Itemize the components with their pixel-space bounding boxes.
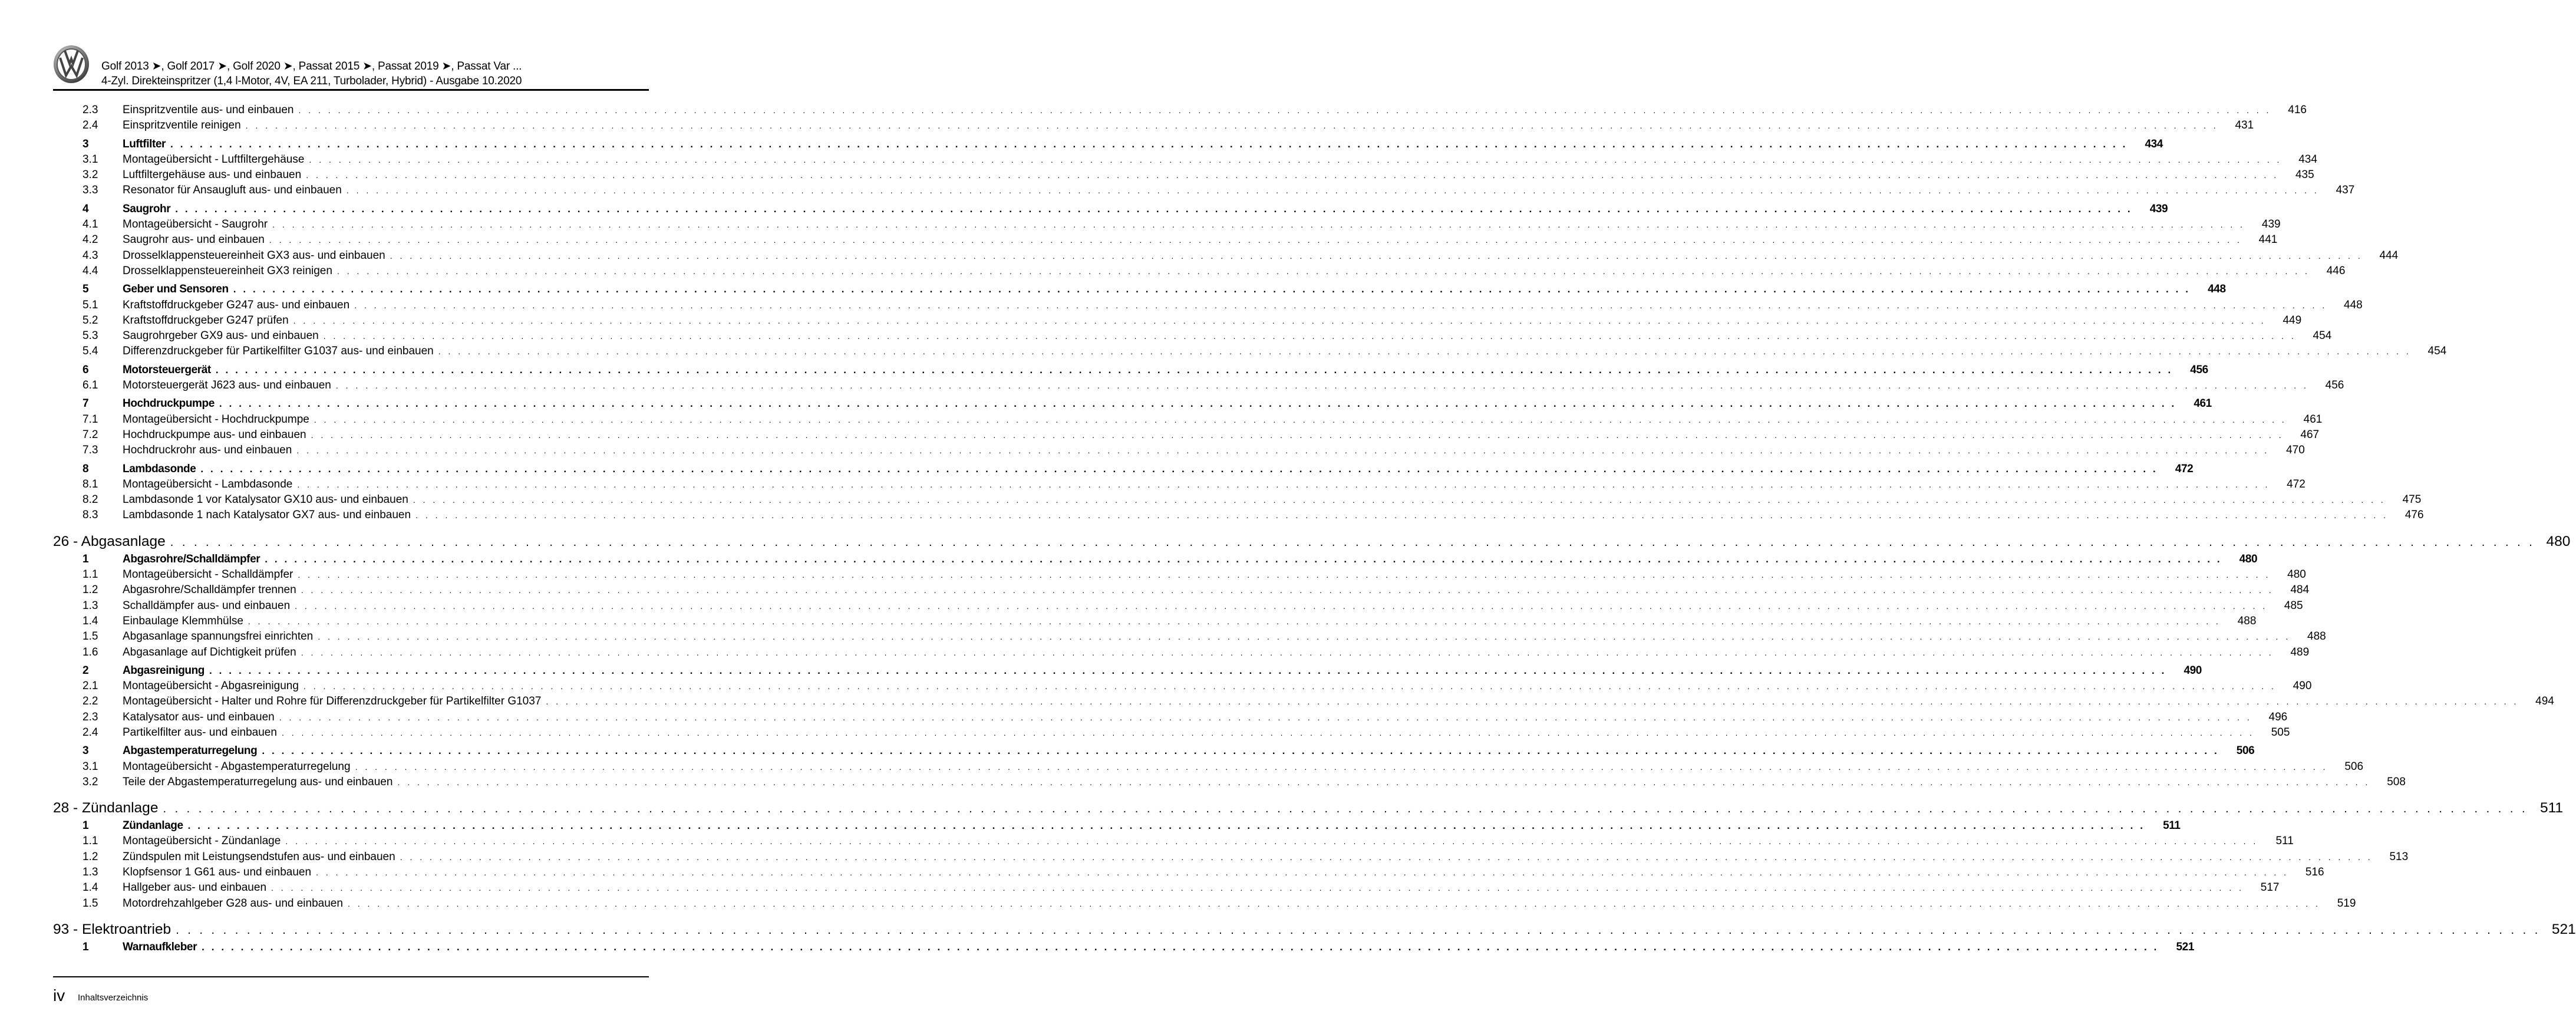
leader-dots: . . . . . . . . . . . . . . . . . . . . . . . . . . . . . . . . . . . . . . . . . . . . . . . . . . . . . . . . . . . . . . . . . . . . . . . . . . . . . . . . . . . . . . . . . . . . . . . . . . . . . . . . . . . . . . . . . . . . . . . . . . . . . . . . . . . . . . . . . . . . . . . . . . . . . . . . . . . . . . . . . . . . . . . . . . . . . . . . . . . . . . . . . . . . . . . . . . . . . . . . [279,712,2252,722]
entry-page: 516 [2305,866,2324,879]
entry-number: 4.4 [83,264,98,277]
toc-entry-sub[interactable] [53,477,2305,492]
entry-page: 476 [2405,509,2424,522]
entry-number: 1.4 [83,881,98,894]
toc-entry-sub[interactable] [53,849,2409,865]
leader-dots: . . . . . . . . . . . . . . . . . . . . . . . . . . . . . . . . . . . . . . . . . . . . . . . . . . . . . . . . . . . . . . . . . . . . . . . . . . . . . . . . . . . . . . . . . . . . . . . . . . . . . . . . . . . . . . . . . . . . . . . . . . . . . . . . . . . . . . . . . . . . . . . . . . . . . . . . . . . . . . . . . . . . . . . . . . . . . . . . . . . . . . . . . . . . . . . . . . . . . . . . [311,430,2284,440]
leader-dots: . . . . . . . . . . . . . . . . . . . . . . . . . . . . . . . . . . . . . . . . . . . . . . . . . . . . . . . . . . . . . . . . . . . . . . . . . . . . . . . . . . . . . . . . . . . . . . . . . . . . . . . . . . . . . . . . . . . . . . . . . . . . . . . . . . . . . . . . . . . . . . . . . . . . . . . . . . . . . . . . . . . . . . . . . . . . . . . . . . . . . . . . . . . . . . . . . . . . . . . . [269,235,2242,245]
entry-page: 511 [2163,819,2181,832]
entry-title: Montageübersicht - Zündanlage [123,835,281,848]
entry-number: 3 [83,137,89,150]
toc-entry-sub[interactable] [53,232,2278,248]
leader-dots: . . . . . . . . . . . . . . . . . . . . . . . . . . . . . . . . . . . . . . . . . . . . . . . . . . . . . . . . . . . . . . . . . . . . . . . . . . . . . . . . . . . . . . . . . . . . . . . . . . . . . . . . . . . . . . . . . . . . . . . . . . . . . . . . . . . . . . . . . . . . . . . . . . . . . . . . . . . . . . . . . . . . . . . . . . . . . . . . . . . . . . . . . . . . . . . . . . . . . . . . [295,601,2268,611]
toc-entry-sub[interactable] [53,183,2355,198]
entry-title: Abgastemperaturregelung [123,745,258,758]
entry-title: Abgasreinigung [123,664,205,677]
leader-dots: . . . . . . . . . . . . . . . . . . . . . . . . . . . . . . . . . . . . . . . . . . . . . . . . . . . . . . . . . . . . . . . . . . . . . . . . . . . . . . . . . . . . . . . . . . . . . . . . . . . . . . . . . . . . . . . . . . . . . . . . . . . . . . . . . . . . . . . . . . . . . . . . . . . . . . . . . . . . . . . . . . . . . . . . . . . . . . . . . . . . . . . . . . . . . . . . . . . . . . . . [354,300,2327,310]
entry-title: Kraftstoffdruckgeber G247 aus- und einbauen [123,298,350,311]
toc-entry-section[interactable] [53,940,2195,955]
toc-entry-sub[interactable] [53,710,2288,725]
entry-title: Luftfilter [123,137,166,150]
toc-entry-section[interactable] [53,663,2202,679]
leader-dots: . . . . . . . . . . . . . . . . . . . . . . . . . . . . . . . . . . . . . . . . . . . . . . . . . . . . . . . . . . . . . . . . . . . . . . . . . . . . . . . . . . . . . . . . . . . . . . . . . . . . . . . . . . . . . . . . . . . . . . . . . . . . . . . . . . . . . . . . . . . . . . . . . . . . . . . . . . . . . . . . . . . . . . . . . . . . . . . . . . . . . . . . . . . . . . . . . . . . . . . . [245,121,2219,131]
toc-entry-sub[interactable] [53,679,2312,694]
toc-entry-sub[interactable] [53,313,2302,328]
entry-number: 1.5 [83,897,98,910]
entry-title: Abgasrohre/Schalldämpfer trennen [123,584,296,597]
entry-title: Motordrehzahlgeber G28 aus- und einbauen [123,897,343,910]
entry-title: Klopfsensor 1 G61 aus- und einbauen [123,866,312,879]
toc-entry-section[interactable] [53,363,2208,378]
entry-page: 448 [2343,298,2363,311]
toc-entry-chapter[interactable] [53,920,2576,940]
entry-page: 475 [2402,493,2422,506]
entry-page: 496 [2268,710,2288,723]
toc-entry-sub[interactable] [53,725,2290,740]
entry-page: 521 [2551,921,2576,937]
toc-entry-section[interactable] [53,396,2212,411]
leader-dots: . . . . . . . . . . . . . . . . . . . . . . . . . . . . . . . . . . . . . . . . . . . . . . . . . . . . . . . . . . . . . . . . . . . . . . . . . . . . . . . . . . . . . . . . . . . . . . . . . . . . . . . . . . . . . . . . . . . . . . . . . . . . . . . . . . . . . . . . . . . . . . . . . . . . . . . . . . . . . . . . . . . . . . . . . . . . . . . . . . . . . . . . . . . . . . . . . . . . . . . . [303,681,2277,691]
entry-page: 444 [2379,249,2399,262]
entry-number: 3.2 [83,775,98,788]
toc-entry-sub[interactable] [53,865,2324,880]
entry-title: Schalldämpfer aus- und einbauen [123,599,291,612]
entry-title: Abgasanlage spannungsfrei einrichten [123,630,314,643]
leader-dots: . . . . . . . . . . . . . . . . . . . . . . . . . . . . . . . . . . . . . . . . . . . . . . . . . . . . . . . . . . . . . . . . . . . . . . . . . . . . . . . . . . . . . . . . . . . . . . . . . . . . . . . . . . . . . . . . . . . . . . . . . . . . . . . . . . . . . . . . . . . . . . . . . . . . . . . . . . . . . . . . . . . . . . . . . . . . . . . . . . . . . . . . . . . . . . . . . . . . . . . . [318,632,2291,642]
leader-dots: . . . . . . . . . . . . . . . . . . . . . . . . . . . . . . . . . . . . . . . . . . . . . . . . . . . . . . . . . . . . . . . . . . . . . . . . . . . . . . . . . . . . . . . . . . . . . . . . . . . . . . . . . . . . . . . . . . . . . . . . . . . . . . . . . . . . . . . . . . . . . . . . . . . . . . . . . . . . . . . . . . . . . . . . . . . . . . . . . . . . . . . . . . . . . . . . . . . . . . . . [163,802,2528,816]
toc-entry-sub[interactable] [53,645,2310,660]
toc-entry-sub[interactable] [53,118,2254,133]
entry-number: 1.1 [83,568,98,581]
entry-title: Einspritzventile aus- und einbauen [123,104,294,116]
entry-title: Motorsteuergerät J623 aus- und einbauen [123,379,331,392]
entry-page: 472 [2287,478,2305,490]
entry-number: 1 [83,819,89,832]
entry-page: 506 [2236,745,2255,758]
entry-title: Motorsteuergerät [123,363,211,376]
entry-number: 2.4 [83,119,98,132]
leader-dots: . . . . . . . . . . . . . . . . . . . . . . . . . . . . . . . . . . . . . . . . . . . . . . . . . . . . . . . . . . . . . . . . . . . . . . . . . . . . . . . . . . . . . . . . . . . . . . . . . . . . . . . . . . . . . . . . . . . . . . . . . . . . . . . . . . . . . . . . . . . . . . . . . . . . . . . . . . . . . . . . . . . . . . . . . . . . . . . . . . . . . . . . . . . . . . . . . . . . . . . . [215,364,2173,376]
entry-title: Hochdruckpumpe [123,397,215,410]
entry-number: 6.1 [83,379,98,392]
leader-dots: . . . . . . . . . . . . . . . . . . . . . . . . . . . . . . . . . . . . . . . . . . . . . . . . . . . . . . . . . . . . . . . . . . . . . . . . . . . . . . . . . . . . . . . . . . . . . . . . . . . . . . . . . . . . . . . . . . . . . . . . . . . . . . . . . . . . . . . . . . . . . . . . . . . . . . . . . . . . . . . . . . . . . . . . . . . . . . . . . . . . . . . . . . . . . . . . . . . . . . . . [306,170,2279,180]
toc-entry-sub[interactable] [53,567,2306,582]
entry-page: 441 [2258,233,2278,246]
entry-number: 1.6 [83,646,98,658]
header-models: Golf 2013 ➤, Golf 2017 ➤, Golf 2020 ➤, Passat 2015 ➤, Passat 2019 ➤, Passat Var ... [101,60,522,73]
entry-number: 1 [83,552,89,565]
entry-page: 472 [2175,462,2194,475]
entry-page: 480 [2287,568,2306,581]
entry-number: 1.2 [83,850,98,863]
entry-number: 4.2 [83,233,98,246]
toc-entry-section[interactable] [53,282,2226,297]
entry-page: 434 [2298,153,2317,166]
leader-dots: . . . . . . . . . . . . . . . . . . . . . . . . . . . . . . . . . . . . . . . . . . . . . . . . . . . . . . . . . . . . . . . . . . . . . . . . . . . . . . . . . . . . . . . . . . . . . . . . . . . . . . . . . . . . . . . . . . . . . . . . . . . . . . . . . . . . . . . . . . . . . . . . . . . . . . . . . . . . . . . . . . . . . . . . . . . . . . . . . . . . . . . . . . . . . . . . . . . . . . . . [309,154,2282,164]
leader-dots: . . . . . . . . . . . . . . . . . . . . . . . . . . . . . . . . . . . . . . . . . . . . . . . . . . . . . . . . . . . . . . . . . . . . . . . . . . . . . . . . . . . . . . . . . . . . . . . . . . . . . . . . . . . . . . . . . . . . . . . . . . . . . . . . . . . . . . . . . . . . . . . . . . . . . . . . . . . . . . . . . . . . . . . . . . . . . . . . . . . . . . . . . . . . . . . . . . . . . . . . [281,727,2255,737]
entry-title: Montageübersicht - Saugrohr [123,218,268,231]
toc-entry-sub[interactable] [53,427,2320,443]
toc-entry-sub[interactable] [53,759,2364,775]
entry-page: 480 [2239,552,2258,565]
entry-page: 435 [2295,169,2314,182]
entry-title: Montageübersicht - Halter und Rohre für Differenzdruckgeber für Partikelfilter G1037 [123,695,542,708]
entry-title: Differenzdruckgeber für Partikelfilter G1037 aus- und einbauen [123,345,434,358]
entry-title: 28 - Zündanlage [53,800,159,816]
entry-page: 511 [2540,800,2564,816]
toc-entry-sub[interactable] [53,775,2406,790]
toc-entry-sub[interactable] [53,152,2317,167]
toc-entry-section[interactable] [53,202,2168,217]
leader-dots: . . . . . . . . . . . . . . . . . . . . . . . . . . . . . . . . . . . . . . . . . . . . . . . . . . . . . . . . . . . . . . . . . . . . . . . . . . . . . . . . . . . . . . . . . . . . . . . . . . . . . . . . . . . . . . . . . . . . . . . . . . . . . . . . . . . . . . . . . . . . . . . . . . . . . . . . . . . . . . . . . . . . . . . . . . . . . . . . . . . . . . . . . . . . . . . . . . . . . . . . [415,511,2389,521]
leader-dots: . . . . . . . . . . . . . . . . . . . . . . . . . . . . . . . . . . . . . . . . . . . . . . . . . . . . . . . . . . . . . . . . . . . . . . . . . . . . . . . . . . . . . . . . . . . . . . . . . . . . . . . . . . . . . . . . . . . . . . . . . . . . . . . . . . . . . . . . . . . . . . . . . . . . . . . . . . . . . . . . . . . . . . . . . . . . . . . . . . . . . . . . . . . . . . . . . . . . . . . . [301,647,2274,657]
entry-number: 3.1 [83,760,98,773]
toc-entry-section[interactable] [53,552,2258,567]
entry-page: 513 [2389,850,2409,863]
entry-page: 470 [2286,444,2305,457]
entry-number: 2.3 [83,710,98,723]
entry-page: 439 [2261,218,2281,231]
entry-title: Saugrohr aus- und einbauen [123,233,265,246]
leader-dots: . . . . . . . . . . . . . . . . . . . . . . . . . . . . . . . . . . . . . . . . . . . . . . . . . . . . . . . . . . . . . . . . . . . . . . . . . . . . . . . . . . . . . . . . . . . . . . . . . . . . . . . . . . . . . . . . . . . . . . . . . . . . . . . . . . . . . . . . . . . . . . . . . . . . . . . . . . . . . . . . . . . . . . . . . . . . . . . . . . . . . . . . . . . . . . . . . . . . . . . . [316,868,2289,878]
leader-dots: . . . . . . . . . . . . . . . . . . . . . . . . . . . . . . . . . . . . . . . . . . . . . . . . . . . . . . . . . . . . . . . . . . . . . . . . . . . . . . . . . . . . . . . . . . . . . . . . . . . . . . . . . . . . . . . . . . . . . . . . . . . . . . . . . . . . . . . . . . . . . . . . . . . . . . . . . . . . . . . . . . . . . . . . . . . . . . . . . . . . . . . . . . . . . . . . . . . . . . . . [413,495,2386,505]
entry-title: Hochdruckrohr aus- und einbauen [123,444,292,457]
leader-dots: . . . . . . . . . . . . . . . . . . . . . . . . . . . . . . . . . . . . . . . . . . . . . . . . . . . . . . . . . . . . . . . . . . . . . . . . . . . . . . . . . . . . . . . . . . . . . . . . . . . . . . . . . . . . . . . . . . . . . . . . . . . . . . . . . . . . . . . . . . . . . . . . . . . . . . . . . . . . . . . . . . . . . . . . . . . . . . . . . . . . . . . . . . . . . . . . . . . . . . . . [233,284,2191,295]
entry-title: Zündspulen mit Leistungsendstufen aus- und einbauen [123,850,395,863]
entry-title: 93 - Elektroantrieb [53,921,171,937]
entry-number: 1.5 [83,630,98,643]
leader-dots: . . . . . . . . . . . . . . . . . . . . . . . . . . . . . . . . . . . . . . . . . . . . . . . . . . . . . . . . . . . . . . . . . . . . . . . . . . . . . . . . . . . . . . . . . . . . . . . . . . . . . . . . . . . . . . . . . . . . . . . . . . . . . . . . . . . . . . . . . . . . . . . . . . . . . . . . . . . . . . . . . . . . . . . . . . . . . . . . . . . . . . . . . . . . . . . . . . . . . . . . [293,315,2267,325]
toc-entry-chapter[interactable] [53,532,2571,552]
footer-label: Inhaltsverzeichnis [78,993,149,1003]
entry-page: 488 [2307,630,2326,643]
entry-page: 461 [2194,397,2212,410]
entry-number: 5 [83,283,89,296]
table-of-contents [53,103,2576,955]
toc-entry-sub[interactable] [53,217,2281,232]
header-rule [53,89,649,91]
toc-entry-section[interactable] [53,462,2194,477]
entry-number: 8 [83,462,89,475]
toc-entry-sub[interactable] [53,298,2363,313]
entry-title: Resonator für Ansaugluft aus- und einbauen [123,184,342,197]
entry-title: 26 - Abgasanlage [53,533,166,549]
entry-page: 508 [2387,775,2406,788]
entry-title: Katalysator aus- und einbauen [123,710,275,723]
toc-entry-section[interactable] [53,137,2163,152]
entry-page: 519 [2337,897,2356,910]
toc-entry-sub[interactable] [53,896,2356,911]
leader-dots: . . . . . . . . . . . . . . . . . . . . . . . . . . . . . . . . . . . . . . . . . . . . . . . . . . . . . . . . . . . . . . . . . . . . . . . . . . . . . . . . . . . . . . . . . . . . . . . . . . . . . . . . . . . . . . . . . . . . . . . . . . . . . . . . . . . . . . . . . . . . . . . . . . . . . . . . . . . . . . . . . . . . . . . . . . . . . . . . . . . . . . . . . . . . . . . . . . . . . . . . [262,745,2219,757]
entry-title: Saugrohr [123,202,171,215]
entry-number: 2.4 [83,726,98,739]
entry-page: 454 [2313,330,2332,343]
entry-number: 1.1 [83,835,98,848]
leader-dots: . . . . . . . . . . . . . . . . . . . . . . . . . . . . . . . . . . . . . . . . . . . . . . . . . . . . . . . . . . . . . . . . . . . . . . . . . . . . . . . . . . . . . . . . . . . . . . . . . . . . . . . . . . . . . . . . . . . . . . . . . . . . . . . . . . . . . . . . . . . . . . . . . . . . . . . . . . . . . . . . . . . . . . . . . . . . . . . . . . . . . . . . . . . . . . . . . . . . . . . . [298,570,2271,580]
leader-dots: . . . . . . . . . . . . . . . . . . . . . . . . . . . . . . . . . . . . . . . . . . . . . . . . . . . . . . . . . . . . . . . . . . . . . . . . . . . . . . . . . . . . . . . . . . . . . . . . . . . . . . . . . . . . . . . . . . . . . . . . . . . . . . . . . . . . . . . . . . . . . . . . . . . . . . . . . . . . . . . . . . . . . . . . . . . . . . . . . . . . . . . . . . . . . . . . . . . . . . . . [272,220,2245,230]
toc-entry-sub[interactable] [53,443,2305,458]
toc-entry-sub[interactable] [53,694,2554,709]
leader-dots: . . . . . . . . . . . . . . . . . . . . . . . . . . . . . . . . . . . . . . . . . . . . . . . . . . . . . . . . . . . . . . . . . . . . . . . . . . . . . . . . . . . . . . . . . . . . . . . . . . . . . . . . . . . . . . . . . . . . . . . . . . . . . . . . . . . . . . . . . . . . . . . . . . . . . . . . . . . . . . . . . . . . . . . . . . . . . . . . . . . . . . . . . . . . . . . . . . . . . . . . [202,941,2159,953]
toc-entry-sub[interactable] [53,167,2314,183]
entry-title: Geber und Sensoren [123,283,229,296]
entry-title: Saugrohrgeber GX9 aus- und einbauen [123,330,319,343]
leader-dots: . . . . . . . . . . . . . . . . . . . . . . . . . . . . . . . . . . . . . . . . . . . . . . . . . . . . . . . . . . . . . . . . . . . . . . . . . . . . . . . . . . . . . . . . . . . . . . . . . . . . . . . . . . . . . . . . . . . . . . . . . . . . . . . . . . . . . . . . . . . . . . . . . . . . . . . . . . . . . . . . . . . . . . . . . . . . . . . . . . . . . . . . . . . . . . . . . . . . . . . . [219,398,2176,410]
entry-number: 5.3 [83,330,98,343]
toc-entry-section[interactable] [53,818,2181,834]
entry-number: 3 [83,745,89,758]
leader-dots: . . . . . . . . . . . . . . . . . . . . . . . . . . . . . . . . . . . . . . . . . . . . . . . . . . . . . . . . . . . . . . . . . . . . . . . . . . . . . . . . . . . . . . . . . . . . . . . . . . . . . . . . . . . . . . . . . . . . . . . . . . . . . . . . . . . . . . . . . . . . . . . . . . . . . . . . . . . . . . . . . . . . . . . . . . . . . . . . . . . . . . . . . . . . . . . . . . . . . . . . [397,777,2370,787]
leader-dots: . . . . . . . . . . . . . . . . . . . . . . . . . . . . . . . . . . . . . . . . . . . . . . . . . . . . . . . . . . . . . . . . . . . . . . . . . . . . . . . . . . . . . . . . . . . . . . . . . . . . . . . . . . . . . . . . . . . . . . . . . . . . . . . . . . . . . . . . . . . . . . . . . . . . . . . . . . . . . . . . . . . . . . . . . . . . . . . . . . . . . . . . . . . . . . . . . . . . . . . . [337,266,2310,276]
entry-page: 448 [2208,283,2226,296]
toc-entry-section[interactable] [53,743,2255,759]
toc-entry-sub[interactable] [53,103,2307,118]
entry-number: 4.1 [83,218,98,231]
toc-entry-sub[interactable] [53,834,2294,849]
leader-dots: . . . . . . . . . . . . . . . . . . . . . . . . . . . . . . . . . . . . . . . . . . . . . . . . . . . . . . . . . . . . . . . . . . . . . . . . . . . . . . . . . . . . . . . . . . . . . . . . . . . . . . . . . . . . . . . . . . . . . . . . . . . . . . . . . . . . . . . . . . . . . . . . . . . . . . . . . . . . . . . . . . . . . . . . . . . . . . . . . . . . . . . . . . . . . . . . . . . . . . . . [346,186,2320,196]
entry-number: 2.3 [83,104,98,116]
entry-title: Partikelfilter aus- und einbauen [123,726,277,739]
entry-title: Abgasanlage auf Dichtigkeit prüfen [123,646,296,658]
entry-title: Hallgeber aus- und einbauen [123,881,267,894]
entry-title: Kraftstoffdruckgeber G247 prüfen [123,314,289,327]
entry-page: 456 [2190,363,2208,376]
entry-title: Drosselklappensteuereinheit GX3 aus- und einbauen [123,249,385,262]
entry-page: 505 [2271,726,2290,739]
entry-page: 434 [2145,137,2163,150]
toc-entry-sub[interactable] [53,629,2326,644]
entry-page: 517 [2260,881,2280,894]
entry-title: Warnaufkleber [123,940,197,953]
leader-dots: . . . . . . . . . . . . . . . . . . . . . . . . . . . . . . . . . . . . . . . . . . . . . . . . . . . . . . . . . . . . . . . . . . . . . . . . . . . . . . . . . . . . . . . . . . . . . . . . . . . . . . . . . . . . . . . . . . . . . . . . . . . . . . . . . . . . . . . . . . . . . . . . . . . . . . . . . . . . . . . . . . . . . . . . . . . . . . . . . . . . . . . . . . . . . . . . . . . . . . . . [298,106,2271,115]
entry-title: Montageübersicht - Abgastemperaturregelung [123,760,351,773]
leader-dots: . . . . . . . . . . . . . . . . . . . . . . . . . . . . . . . . . . . . . . . . . . . . . . . . . . . . . . . . . . . . . . . . . . . . . . . . . . . . . . . . . . . . . . . . . . . . . . . . . . . . . . . . . . . . . . . . . . . . . . . . . . . . . . . . . . . . . . . . . . . . . . . . . . . . . . . . . . . . . . . . . . . . . . . . . . . . . . . . . . . . . . . . . . . . . . . . . . . . . . . . [347,898,2321,908]
entry-title: Zündanlage [123,819,183,832]
entry-number: 4.3 [83,249,98,262]
entry-page: 449 [2283,314,2302,327]
entry-page: 456 [2325,379,2344,392]
entry-number: 1 [83,940,89,953]
leader-dots: . . . . . . . . . . . . . . . . . . . . . . . . . . . . . . . . . . . . . . . . . . . . . . . . . . . . . . . . . . . . . . . . . . . . . . . . . . . . . . . . . . . . . . . . . . . . . . . . . . . . . . . . . . . . . . . . . . . . . . . . . . . . . . . . . . . . . . . . . . . . . . . . . . . . . . . . . . . . . . . . . . . . . . . . . . . . . . . . . . . . . . . . . . . . . . . . . . . . . . . . [546,697,2519,707]
leader-dots: . . . . . . . . . . . . . . . . . . . . . . . . . . . . . . . . . . . . . . . . . . . . . . . . . . . . . . . . . . . . . . . . . . . . . . . . . . . . . . . . . . . . . . . . . . . . . . . . . . . . . . . . . . . . . . . . . . . . . . . . . . . . . . . . . . . . . . . . . . . . . . . . . . . . . . . . . . . . . . . . . . . . . . . . . . . . . . . . . . . . . . . . . . . . . . . . . . . . . . . . [297,479,2270,489]
leader-dots: . . . . . . . . . . . . . . . . . . . . . . . . . . . . . . . . . . . . . . . . . . . . . . . . . . . . . . . . . . . . . . . . . . . . . . . . . . . . . . . . . . . . . . . . . . . . . . . . . . . . . . . . . . . . . . . . . . . . . . . . . . . . . . . . . . . . . . . . . . . . . . . . . . . . . . . . . . . . . . . . . . . . . . . . . . . . . . . . . . . . . . . . . . . . . . . . . . . . . . . . [176,923,2541,937]
entry-number: 5.4 [83,345,98,358]
toc-entry-sub[interactable] [53,880,2280,895]
leader-dots: . . . . . . . . . . . . . . . . . . . . . . . . . . . . . . . . . . . . . . . . . . . . . . . . . . . . . . . . . . . . . . . . . . . . . . . . . . . . . . . . . . . . . . . . . . . . . . . . . . . . . . . . . . . . . . . . . . . . . . . . . . . . . . . . . . . . . . . . . . . . . . . . . . . . . . . . . . . . . . . . . . . . . . . . . . . . . . . . . . . . . . . . . . . . . . . . . . . . . . . . [175,203,2133,215]
entry-title: Lambdasonde 1 vor Katalysator GX10 aus- und einbauen [123,493,408,506]
leader-dots: . . . . . . . . . . . . . . . . . . . . . . . . . . . . . . . . . . . . . . . . . . . . . . . . . . . . . . . . . . . . . . . . . . . . . . . . . . . . . . . . . . . . . . . . . . . . . . . . . . . . . . . . . . . . . . . . . . . . . . . . . . . . . . . . . . . . . . . . . . . . . . . . . . . . . . . . . . . . . . . . . . . . . . . . . . . . . . . . . . . . . . . . . . . . . . . . . . . . . . . . [400,852,2373,862]
leader-dots: . . . . . . . . . . . . . . . . . . . . . . . . . . . . . . . . . . . . . . . . . . . . . . . . . . . . . . . . . . . . . . . . . . . . . . . . . . . . . . . . . . . . . . . . . . . . . . . . . . . . . . . . . . . . . . . . . . . . . . . . . . . . . . . . . . . . . . . . . . . . . . . . . . . . . . . . . . . . . . . . . . . . . . . . . . . . . . . . . . . . . . . . . . . . . . . . . . . . . . . . [323,331,2297,341]
toc-entry-sub[interactable] [53,492,2422,508]
entry-number: 1.4 [83,614,98,627]
toc-entry-sub[interactable] [53,582,2310,598]
leader-dots: . . . . . . . . . . . . . . . . . . . . . . . . . . . . . . . . . . . . . . . . . . . . . . . . . . . . . . . . . . . . . . . . . . . . . . . . . . . . . . . . . . . . . . . . . . . . . . . . . . . . . . . . . . . . . . . . . . . . . . . . . . . . . . . . . . . . . . . . . . . . . . . . . . . . . . . . . . . . . . . . . . . . . . . . . . . . . . . . . . . . . . . . . . . . . . . . . . . . . . . . [209,664,2166,676]
leader-dots: . . . . . . . . . . . . . . . . . . . . . . . . . . . . . . . . . . . . . . . . . . . . . . . . . . . . . . . . . . . . . . . . . . . . . . . . . . . . . . . . . . . . . . . . . . . . . . . . . . . . . . . . . . . . . . . . . . . . . . . . . . . . . . . . . . . . . . . . . . . . . . . . . . . . . . . . . . . . . . . . . . . . . . . . . . . . . . . . . . . . . . . . . . . . . . . . . . . . . . . . [296,446,2270,456]
leader-dots: . . . . . . . . . . . . . . . . . . . . . . . . . . . . . . . . . . . . . . . . . . . . . . . . . . . . . . . . . . . . . . . . . . . . . . . . . . . . . . . . . . . . . . . . . . . . . . . . . . . . . . . . . . . . . . . . . . . . . . . . . . . . . . . . . . . . . . . . . . . . . . . . . . . . . . . . . . . . . . . . . . . . . . . . . . . . . . . . . . . . . . . . . . . . . . . . . . . . . . . . [170,138,2128,150]
toc-entry-sub[interactable] [53,508,2424,523]
entry-page: 490 [2184,664,2202,677]
entry-title: Drosselklappensteuereinheit GX3 reinigen [123,264,332,277]
entry-number: 5.1 [83,298,98,311]
entry-number: 8.1 [83,478,98,490]
toc-entry-sub[interactable] [53,412,2323,427]
entry-title: Teile der Abgastemperaturregelung aus- und einbauen [123,775,393,788]
leader-dots: . . . . . . . . . . . . . . . . . . . . . . . . . . . . . . . . . . . . . . . . . . . . . . . . . . . . . . . . . . . . . . . . . . . . . . . . . . . . . . . . . . . . . . . . . . . . . . . . . . . . . . . . . . . . . . . . . . . . . . . . . . . . . . . . . . . . . . . . . . . . . . . . . . . . . . . . . . . . . . . . . . . . . . . . . . . . . . . . . . . . . . . . . . . . . . . . . . . . . . . . [200,463,2158,475]
toc-entry-sub[interactable] [53,264,2346,279]
entry-title: Abgasrohre/Schalldämpfer [123,552,260,565]
entry-page: 506 [2344,760,2364,773]
leader-dots: . . . . . . . . . . . . . . . . . . . . . . . . . . . . . . . . . . . . . . . . . . . . . . . . . . . . . . . . . . . . . . . . . . . . . . . . . . . . . . . . . . . . . . . . . . . . . . . . . . . . . . . . . . . . . . . . . . . . . . . . . . . . . . . . . . . . . . . . . . . . . . . . . . . . . . . . . . . . . . . . . . . . . . . . . . . . . . . . . . . . . . . . . . . . . . . . . . . . . . . . [314,414,2287,424]
entry-title: Einspritzventile reinigen [123,119,241,132]
toc-entry-sub[interactable] [53,344,2447,359]
leader-dots: . . . . . . . . . . . . . . . . . . . . . . . . . . . . . . . . . . . . . . . . . . . . . . . . . . . . . . . . . . . . . . . . . . . . . . . . . . . . . . . . . . . . . . . . . . . . . . . . . . . . . . . . . . . . . . . . . . . . . . . . . . . . . . . . . . . . . . . . . . . . . . . . . . . . . . . . . . . . . . . . . . . . . . . . . . . . . . . . . . . . . . . . . . . . . . . . . . . . . . . . [271,883,2244,893]
toc-entry-sub[interactable] [53,598,2303,614]
toc-entry-sub[interactable] [53,328,2332,344]
footer-page-number: iv [53,986,65,1005]
entry-number: 7 [83,397,89,410]
leader-dots: . . . . . . . . . . . . . . . . . . . . . . . . . . . . . . . . . . . . . . . . . . . . . . . . . . . . . . . . . . . . . . . . . . . . . . . . . . . . . . . . . . . . . . . . . . . . . . . . . . . . . . . . . . . . . . . . . . . . . . . . . . . . . . . . . . . . . . . . . . . . . . . . . . . . . . . . . . . . . . . . . . . . . . . . . . . . . . . . . . . . . . . . . . . . . . . . . . . . . . . . [301,585,2274,595]
entry-number: 7.3 [83,444,98,457]
leader-dots: . . . . . . . . . . . . . . . . . . . . . . . . . . . . . . . . . . . . . . . . . . . . . . . . . . . . . . . . . . . . . . . . . . . . . . . . . . . . . . . . . . . . . . . . . . . . . . . . . . . . . . . . . . . . . . . . . . . . . . . . . . . . . . . . . . . . . . . . . . . . . . . . . . . . . . . . . . . . . . . . . . . . . . . . . . . . . . . . . . . . . . . . . . . . . . . . . . . . . . . . [335,381,2309,391]
entry-page: 454 [2427,345,2447,358]
toc-entry-sub[interactable] [53,614,2257,629]
entry-page: 511 [2275,835,2294,848]
leader-dots: . . . . . . . . . . . . . . . . . . . . . . . . . . . . . . . . . . . . . . . . . . . . . . . . . . . . . . . . . . . . . . . . . . . . . . . . . . . . . . . . . . . . . . . . . . . . . . . . . . . . . . . . . . . . . . . . . . . . . . . . . . . . . . . . . . . . . . . . . . . . . . . . . . . . . . . . . . . . . . . . . . . . . . . . . . . . . . . . . . . . . . . . . . . . . . . . . . . . . . . . [170,535,2535,549]
entry-number: 2 [83,664,89,677]
entry-page: 461 [2303,413,2323,426]
entry-page: 521 [2176,940,2195,953]
header-engine: 4-Zyl. Direkteinspritzer (1,4 l-Motor, 4V, EA 211, Turbolader, Hybrid) - Ausgabe 10.2020 [101,75,522,87]
entry-page: 467 [2300,428,2320,441]
footer-rule [53,976,649,977]
entry-title: Hochdruckpumpe aus- und einbauen [123,428,306,441]
entry-number: 8.2 [83,493,98,506]
entry-page: 480 [2546,533,2571,549]
entry-title: Montageübersicht - Hochdruckpumpe [123,413,309,426]
entry-number: 3.2 [83,169,98,182]
toc-entry-sub[interactable] [53,378,2344,393]
entry-title: Lambdasonde 1 nach Katalysator GX7 aus- und einbauen [123,509,411,522]
entry-title: Montageübersicht - Abgasreinigung [123,680,299,693]
entry-page: 494 [2535,695,2554,708]
entry-number: 1.3 [83,599,98,612]
leader-dots: . . . . . . . . . . . . . . . . . . . . . . . . . . . . . . . . . . . . . . . . . . . . . . . . . . . . . . . . . . . . . . . . . . . . . . . . . . . . . . . . . . . . . . . . . . . . . . . . . . . . . . . . . . . . . . . . . . . . . . . . . . . . . . . . . . . . . . . . . . . . . . . . . . . . . . . . . . . . . . . . . . . . . . . . . . . . . . . . . . . . . . . . . . . . . . . . . . . . . . . . [285,837,2258,847]
entry-number: 2.2 [83,695,98,708]
entry-title: Luftfiltergehäuse aus- und einbauen [123,169,302,182]
entry-page: 431 [2235,119,2254,132]
entry-page: 416 [2288,104,2307,116]
leader-dots: . . . . . . . . . . . . . . . . . . . . . . . . . . . . . . . . . . . . . . . . . . . . . . . . . . . . . . . . . . . . . . . . . . . . . . . . . . . . . . . . . . . . . . . . . . . . . . . . . . . . . . . . . . . . . . . . . . . . . . . . . . . . . . . . . . . . . . . . . . . . . . . . . . . . . . . . . . . . . . . . . . . . . . . . . . . . . . . . . . . . . . . . . . . . . . . . . . . . . . . . [390,251,2363,261]
entry-number: 7.1 [83,413,98,426]
entry-number: 8.3 [83,509,98,522]
entry-number: 4 [83,202,89,215]
leader-dots: . . . . . . . . . . . . . . . . . . . . . . . . . . . . . . . . . . . . . . . . . . . . . . . . . . . . . . . . . . . . . . . . . . . . . . . . . . . . . . . . . . . . . . . . . . . . . . . . . . . . . . . . . . . . . . . . . . . . . . . . . . . . . . . . . . . . . . . . . . . . . . . . . . . . . . . . . . . . . . . . . . . . . . . . . . . . . . . . . . . . . . . . . . . . . . . . . . . . . . . . [438,347,2412,357]
entry-page: 446 [2326,264,2346,277]
entry-title: Lambdasonde [123,462,196,475]
entry-number: 1.2 [83,584,98,597]
entry-page: 439 [2149,202,2168,215]
entry-page: 484 [2290,584,2310,597]
entry-number: 1.3 [83,866,98,879]
entry-page: 437 [2336,184,2355,197]
entry-number: 7.2 [83,428,98,441]
entry-page: 490 [2293,680,2312,693]
leader-dots: . . . . . . . . . . . . . . . . . . . . . . . . . . . . . . . . . . . . . . . . . . . . . . . . . . . . . . . . . . . . . . . . . . . . . . . . . . . . . . . . . . . . . . . . . . . . . . . . . . . . . . . . . . . . . . . . . . . . . . . . . . . . . . . . . . . . . . . . . . . . . . . . . . . . . . . . . . . . . . . . . . . . . . . . . . . . . . . . . . . . . . . . . . . . . . . . . . . . . . . . [187,820,2145,832]
entry-number: 3.3 [83,184,98,197]
entry-title: Montageübersicht - Lambdasonde [123,478,293,490]
entry-title: Montageübersicht - Schalldämpfer [123,568,293,581]
entry-page: 485 [2284,599,2303,612]
leader-dots: . . . . . . . . . . . . . . . . . . . . . . . . . . . . . . . . . . . . . . . . . . . . . . . . . . . . . . . . . . . . . . . . . . . . . . . . . . . . . . . . . . . . . . . . . . . . . . . . . . . . . . . . . . . . . . . . . . . . . . . . . . . . . . . . . . . . . . . . . . . . . . . . . . . . . . . . . . . . . . . . . . . . . . . . . . . . . . . . . . . . . . . . . . . . . . . . . . . . . . . . [265,553,2222,565]
entry-page: 488 [2237,614,2257,627]
entry-number: 5.2 [83,314,98,327]
entry-number: 2.1 [83,680,98,693]
entry-title: Montageübersicht - Luftfiltergehäuse [123,153,305,166]
toc-entry-sub[interactable] [53,248,2399,264]
toc-entry-chapter[interactable] [53,798,2564,818]
entry-number: 3.1 [83,153,98,166]
vw-logo [53,45,90,84]
entry-number: 6 [83,363,89,376]
entry-title: Einbaulage Klemmhülse [123,614,243,627]
entry-page: 489 [2290,646,2310,658]
leader-dots: . . . . . . . . . . . . . . . . . . . . . . . . . . . . . . . . . . . . . . . . . . . . . . . . . . . . . . . . . . . . . . . . . . . . . . . . . . . . . . . . . . . . . . . . . . . . . . . . . . . . . . . . . . . . . . . . . . . . . . . . . . . . . . . . . . . . . . . . . . . . . . . . . . . . . . . . . . . . . . . . . . . . . . . . . . . . . . . . . . . . . . . . . . . . . . . . . . . . . . . . [355,762,2328,772]
leader-dots: . . . . . . . . . . . . . . . . . . . . . . . . . . . . . . . . . . . . . . . . . . . . . . . . . . . . . . . . . . . . . . . . . . . . . . . . . . . . . . . . . . . . . . . . . . . . . . . . . . . . . . . . . . . . . . . . . . . . . . . . . . . . . . . . . . . . . . . . . . . . . . . . . . . . . . . . . . . . . . . . . . . . . . . . . . . . . . . . . . . . . . . . . . . . . . . . . . . . . . . . [248,616,2221,626]
